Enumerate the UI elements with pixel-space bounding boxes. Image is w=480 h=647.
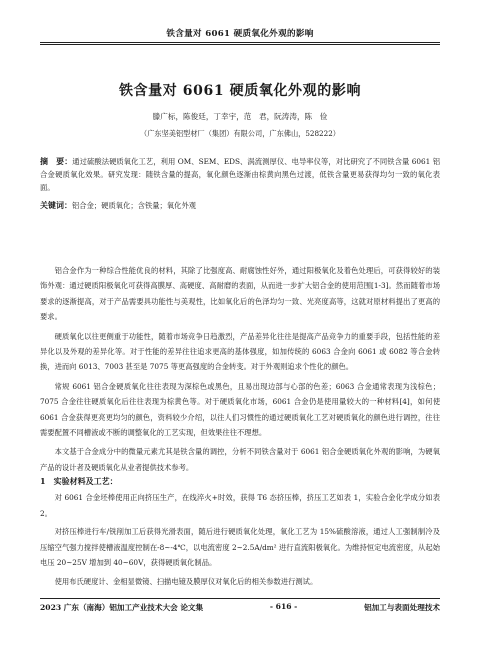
paragraph: 对 6061 合金坯棒使用正向挤压生产，在线淬火+时效，获得 T6 态挤压棒，挤压工艺如表 1，实验合金化学成分如表 2。 (40, 493, 440, 518)
paragraph: 对挤压棒进行车/铣削加工后获得光滑表面，随后进行硬质氧化处理，氧化工艺为 15%硫酸溶液，通过人工强制制冷及压缩空气强力搅拌使槽液温度控制在-8~-4℃，以电流密度 2~2.5A/dm² 进行直流阳极氧化。为维持恒定电流密度，从起始电压 20~25V 增加到 40~60V，获得硬质氧化制品。 (40, 527, 440, 568)
paragraph: 常规 6061 铝合金硬质氧化往往表现为深棕色或黑色，且易出现边部与心部的色差；6063 合金通常表现为浅棕色；7075 合金往往硬质氧化后往往表现为棕黄色等。对于硬质氧化市场，6061 合金仍是使用量较大的一种材料[4]，如何使 6061 合金获得更亮更均匀的颜色，资料较少介绍，以往人们习惯性的通过硬质氧化工艺对硬质氧化的颜色进行调控，往往需要配置不同槽液或不断的调整氧化的工艺实现，但效果往往不理想。 (40, 381, 440, 438)
keywords (40, 199, 440, 212)
footer-journal: 铝加工与表面处理技术 (364, 603, 440, 612)
abstract (40, 155, 440, 194)
header-rule-thin (40, 44, 440, 45)
paper-title: 铁含量对 6061 硬质氧化外观的影响 (118, 83, 362, 99)
abstract-label: 摘 要： (40, 156, 73, 166)
footer-proceedings: 2023 广东（南海）铝加工产业技术大会 论文集 (40, 603, 204, 612)
affiliation: （广东坚美铝型材厂（集团）有限公司，广东佛山，528222） (140, 129, 340, 138)
paragraph: 铝合金作为一种综合性能优良的材料，其除了比强度高、耐腐蚀性好外，通过阳极氧化及着色处理后，可获得较好的装饰外观：通过硬质阳极氧化可获得高膜厚、高硬度、高耐磨的表面，从而进一步扩大铝合金的使用范围[1-3]。然而随着市场要求的逐渐提高，对于产品需要具功能性与美观性，比如氧化后的色泽均匀一致、光亮度高等，这就对原材料提出了更高的要求。 (40, 266, 440, 322)
page-number: - 616 - (269, 602, 298, 611)
footer-rule (40, 598, 440, 599)
paragraph: 使用布氏硬度计、金相显微镜、扫描电镜及膜厚仪对氧化后的相关参数进行测试。 (54, 576, 318, 586)
authors: 滕广标，陈俊廷，丁幸宇，范 君，阮涛涛，陈 俭 (152, 112, 328, 121)
section-body (40, 490, 440, 593)
paragraph: 本文基于合金成分中的微量元素尤其是铁含量的调控，分析不同铁含量对于 6061 铝合金硬质氧化外观的影响，为硬氧产品的设计者及硬质氧化从业者提供技术参考。 (40, 447, 440, 472)
abstract-text: 通过硫酸法硬质氧化工艺，利用 OM、SEM、EDS、涡流测厚仪、电导率仪等，对比研究了不同铁含量 6061 铝合金硬质氧化效果。研究发现：随铁含量的提高，氧化颜色逐渐由棕黄向黑色过渡，低铁含量更易获得均匀一致的氧化表面。 (40, 157, 441, 192)
keywords-text: 铝合金；硬质氧化；含铁量；氧化外观 (72, 201, 197, 210)
page-footer (40, 602, 440, 613)
keywords-label: 关键词： (40, 200, 72, 210)
section-heading: 1 实验材料及工艺： (40, 476, 118, 486)
running-head: 铁含量对 6061 硬质氧化外观的影响 (166, 29, 314, 39)
header-rule (40, 42, 440, 43)
introduction (40, 263, 440, 479)
paragraph: 硬质氧化以往更侧重于功能性，随着市场竞争日趋激烈，产品差异化往往是提高产品竞争力的重要手段，包括性能的差异化以及外观的差异化等。对于性能的差异往往追求更高的基体强度，如加传统的 6063 合金向 6061 或 6082 等合金转换，进而向 6013、7003 甚至是 7075 等更高强度的合金转变。对于外观则追求个性化的颜色。 (40, 331, 440, 372)
